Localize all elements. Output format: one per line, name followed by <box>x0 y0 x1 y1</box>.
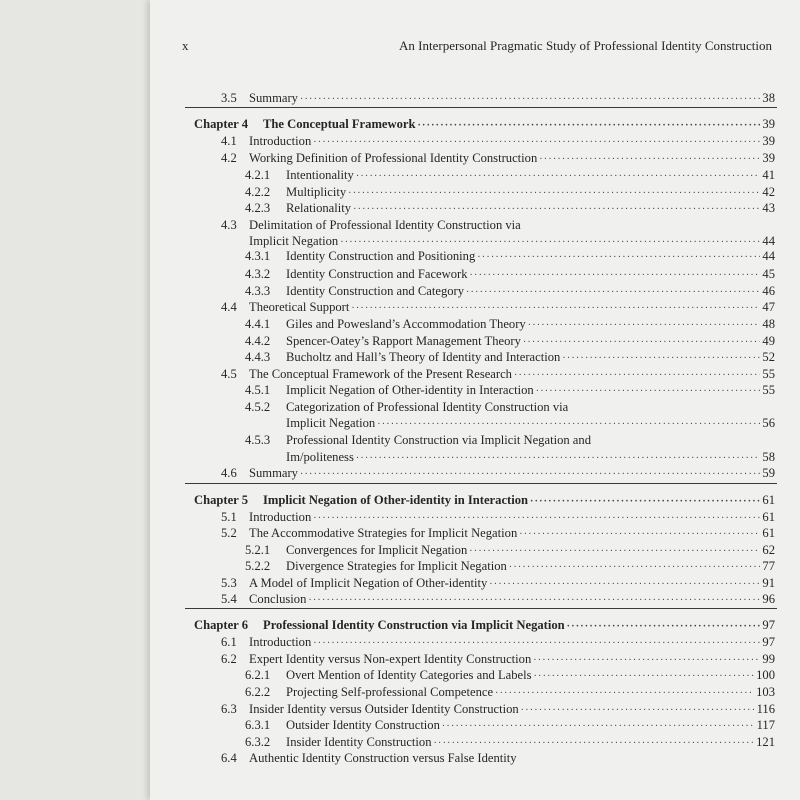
toc-page-number: 61 <box>762 510 775 524</box>
toc-entry[interactable] <box>150 734 800 751</box>
toc-entry-title: Introduction <box>249 510 312 524</box>
toc-entry-title: Divergence Strategies for Implicit Negation <box>286 559 507 573</box>
toc-page-number: 116 <box>756 702 775 716</box>
toc-entry-title: Theoretical Support <box>249 300 350 314</box>
toc-entry-title: Professional Identity Construction via Implicit Negation and <box>286 433 591 447</box>
leader-dots <box>562 350 760 367</box>
toc-page-number: 46 <box>762 284 775 298</box>
toc-entry-title: Working Definition of Professional Identity Construction <box>249 151 538 165</box>
toc-page-number: 56 <box>762 416 775 430</box>
toc-entry-title: Bucholtz and Hall’s Theory of Identity and Interaction <box>286 350 561 364</box>
toc-page-number: 62 <box>762 543 775 557</box>
toc-entry[interactable] <box>150 701 800 718</box>
toc-entry-number: 6.2 <box>221 652 237 666</box>
toc-entry-number: 4.5.2 <box>245 400 271 414</box>
toc-entry-number: 6.1 <box>221 635 237 649</box>
toc-page-number: 61 <box>762 493 775 507</box>
toc-entry[interactable] <box>150 382 800 399</box>
toc-entry-title: A Model of Implicit Negation of Other-identity <box>249 576 488 590</box>
toc-chapter-entry[interactable] <box>150 116 800 133</box>
toc-entry[interactable] <box>150 349 800 366</box>
toc-page-number: 91 <box>762 576 775 590</box>
toc-entry-title: Convergences for Implicit Negation <box>286 543 468 557</box>
toc-entry-number: 6.2.2 <box>245 685 271 699</box>
toc-entry[interactable] <box>150 465 800 482</box>
toc-entry-number: 6.3.1 <box>245 718 271 732</box>
toc-entry[interactable] <box>150 509 800 526</box>
toc-entry-title: Projecting Self-professional Competence <box>286 685 494 699</box>
toc-entry-number: 5.2.1 <box>245 543 271 557</box>
toc-entry-number: 4.1 <box>221 134 237 148</box>
toc-entry[interactable] <box>150 200 800 217</box>
toc-entry-title: Introduction <box>249 134 312 148</box>
toc-entry-number: 4.3.3 <box>245 284 271 298</box>
toc-entry-title: Relationality <box>286 201 352 215</box>
toc-entry[interactable] <box>150 684 800 701</box>
toc-entry-title: Implicit Negation <box>286 416 376 430</box>
toc-entry-number: 6.3 <box>221 702 237 716</box>
chapter-divider-rule <box>185 483 777 484</box>
toc-page-number: 45 <box>762 267 775 281</box>
toc-entry-title: The Conceptual Framework <box>263 117 416 131</box>
toc-entry-title: Outsider Identity Construction <box>286 718 440 732</box>
leader-dots <box>300 91 760 108</box>
toc-entry[interactable] <box>150 90 800 107</box>
leader-dots <box>356 168 761 185</box>
toc-page-number: 121 <box>756 735 775 749</box>
toc-entry[interactable] <box>150 150 800 167</box>
leader-dots <box>353 201 760 218</box>
toc-page-number: 49 <box>762 334 775 348</box>
toc-entry-number: Chapter 4 <box>194 117 248 131</box>
page-label: x <box>182 38 189 53</box>
toc-entry[interactable] <box>150 667 800 684</box>
leader-dots <box>519 526 760 543</box>
toc-entry-number: 5.2.2 <box>245 559 271 573</box>
toc-entry-title: Identity Construction and Facework <box>286 267 468 281</box>
toc-entry-number: 4.2.2 <box>245 185 271 199</box>
toc-page-number: 41 <box>762 168 775 182</box>
toc-entry[interactable] <box>150 591 800 608</box>
leader-dots <box>477 249 760 266</box>
toc-entry-number: 5.3 <box>221 576 237 590</box>
toc-page-number: 96 <box>762 592 775 606</box>
toc-entry[interactable] <box>150 651 800 668</box>
toc-entry[interactable] <box>150 415 800 432</box>
leader-dots <box>418 117 761 134</box>
leader-dots <box>536 383 761 400</box>
toc-entry-number: 4.5.1 <box>245 383 271 397</box>
toc-page-number: 100 <box>756 668 775 682</box>
toc-entry-number: 4.4 <box>221 300 237 314</box>
toc-entry-title: The Conceptual Framework of the Present Research <box>249 367 512 381</box>
toc-entry[interactable] <box>150 575 800 592</box>
toc-entry[interactable] <box>150 266 800 283</box>
running-title: An Interpersonal Pragmatic Study of Professional Identity Construction <box>399 38 772 53</box>
toc-entry[interactable] <box>150 542 800 559</box>
toc-page-number: 38 <box>762 91 775 105</box>
toc-entry[interactable] <box>150 366 800 383</box>
toc-page-number: 97 <box>762 618 775 632</box>
toc-entry-number: 6.2.1 <box>245 668 271 682</box>
leader-dots <box>300 466 760 483</box>
toc-entry[interactable] <box>150 184 800 201</box>
leader-dots <box>377 416 760 433</box>
toc-entry-title: Conclusion <box>249 592 307 606</box>
toc-entry-number: 4.2.1 <box>245 168 271 182</box>
toc-entry-title: Overt Mention of Identity Categories and Labels <box>286 668 532 682</box>
leader-dots <box>509 559 761 576</box>
toc-entry-title: Delimitation of Professional Identity Construction via <box>249 218 521 232</box>
leader-dots <box>313 635 760 652</box>
toc-entry-number: 6.4 <box>221 751 237 765</box>
leader-dots <box>313 134 760 151</box>
toc-entry-title: Professional Identity Construction via Implicit Negation <box>263 618 565 632</box>
toc-page-number: 44 <box>762 249 775 263</box>
toc-page-number: 59 <box>762 466 775 480</box>
toc-page-number: 55 <box>762 383 775 397</box>
toc-entry[interactable] <box>150 299 800 316</box>
toc-chapter-entry[interactable] <box>150 617 800 634</box>
toc-entry[interactable] <box>150 750 800 767</box>
toc-entry-title: Implicit Negation of Other-identity in Interaction <box>286 383 534 397</box>
toc-entry-title: The Accommodative Strategies for Implicit Negation <box>249 526 518 540</box>
toc-entry-number: 5.2 <box>221 526 237 540</box>
toc-entry-number: 4.3 <box>221 218 237 232</box>
toc-entry-number: 4.2 <box>221 151 237 165</box>
toc-entry[interactable] <box>150 167 800 184</box>
toc-entry[interactable] <box>150 283 800 300</box>
toc-entry-number: 4.5 <box>221 367 237 381</box>
toc-entry[interactable] <box>150 717 800 734</box>
toc-page-number: 48 <box>762 317 775 331</box>
toc-entry[interactable] <box>150 399 800 416</box>
toc-page-number: 99 <box>762 652 775 666</box>
leader-dots <box>528 317 761 334</box>
toc-entry-title: Im/politeness <box>286 450 354 464</box>
toc-entry-number: 4.6 <box>221 466 237 480</box>
toc-page-number: 43 <box>762 201 775 215</box>
toc-entry-title: Categorization of Professional Identity Construction via <box>286 400 569 414</box>
toc-entry[interactable] <box>150 432 800 449</box>
toc-page-number: 97 <box>762 635 775 649</box>
toc-page-number: 77 <box>762 559 775 573</box>
toc-entry-number: 4.3.1 <box>245 249 271 263</box>
toc-entry-number: 4.4.2 <box>245 334 271 348</box>
toc-entry-number: 6.3.2 <box>245 735 271 749</box>
toc-entry-number: 4.2.3 <box>245 201 271 215</box>
toc-entry-number: 4.4.3 <box>245 350 271 364</box>
leader-dots <box>539 151 760 168</box>
toc-entry-title: Giles and Powesland’s Accommodation Theory <box>286 317 526 331</box>
toc-entry[interactable] <box>150 634 800 651</box>
toc-page-number: 52 <box>762 350 775 364</box>
toc-entry-title: Introduction <box>249 635 312 649</box>
toc-entry[interactable] <box>150 525 800 542</box>
toc-entry[interactable] <box>150 217 800 234</box>
toc-page-number: 61 <box>762 526 775 540</box>
toc-page-number: 58 <box>762 450 775 464</box>
toc-entry-title: Implicit Negation <box>249 234 339 248</box>
toc-entry-number: Chapter 5 <box>194 493 248 507</box>
leader-dots <box>567 618 761 635</box>
toc-entry-title: Summary <box>249 91 298 105</box>
toc-page-number: 117 <box>756 718 775 732</box>
toc-entry[interactable] <box>150 449 800 466</box>
toc-entry-number: 5.1 <box>221 510 237 524</box>
toc-chapter-entry[interactable] <box>150 492 800 509</box>
toc-page-number: 55 <box>762 367 775 381</box>
toc-entry-number: 4.5.3 <box>245 433 271 447</box>
toc-entry[interactable] <box>150 333 800 350</box>
toc-page-number: 39 <box>762 117 775 131</box>
toc-page-number: 47 <box>762 300 775 314</box>
book-page <box>150 0 800 800</box>
leader-dots <box>351 300 760 317</box>
leader-dots <box>495 685 754 702</box>
toc-page-number: 42 <box>762 185 775 199</box>
toc-entry[interactable] <box>150 316 800 333</box>
toc-entry[interactable] <box>150 133 800 150</box>
toc-entry-title: Multiplicity <box>286 185 347 199</box>
toc-page-number: 44 <box>762 234 775 248</box>
toc-entry-title: Authentic Identity Construction versus False Identity <box>249 751 517 765</box>
toc-entry[interactable] <box>150 558 800 575</box>
toc-entry-title: Identity Construction and Positioning <box>286 249 476 263</box>
leader-dots <box>530 493 760 510</box>
toc-page-number: 39 <box>762 134 775 148</box>
toc-page-number: 39 <box>762 151 775 165</box>
leader-dots <box>308 592 760 609</box>
leader-dots <box>470 267 761 284</box>
toc-entry-title: Identity Construction and Category <box>286 284 465 298</box>
toc-entry-title: Implicit Negation of Other-identity in Interaction <box>263 493 529 507</box>
toc-entry-title: Summary <box>249 466 298 480</box>
leader-dots <box>534 668 755 685</box>
toc-entry-number: Chapter 6 <box>194 618 248 632</box>
running-header <box>182 38 772 54</box>
toc-entry[interactable] <box>150 248 800 265</box>
toc-entry-title: Insider Identity Construction <box>286 735 432 749</box>
toc-entry-number: 4.3.2 <box>245 267 271 281</box>
toc-entry-title: Spencer-Oatey’s Rapport Management Theory <box>286 334 521 348</box>
toc-entry-number: 4.4.1 <box>245 317 271 331</box>
toc-entry-title: Intentionality <box>286 168 354 182</box>
toc-page-number: 103 <box>756 685 775 699</box>
toc-entry-number: 3.5 <box>221 91 237 105</box>
toc-entry-title: Insider Identity versus Outsider Identity Construction <box>249 702 519 716</box>
leader-dots <box>442 718 755 735</box>
toc-entry-number: 5.4 <box>221 592 237 606</box>
toc-entry-title: Expert Identity versus Non-expert Identity Construction <box>249 652 532 666</box>
